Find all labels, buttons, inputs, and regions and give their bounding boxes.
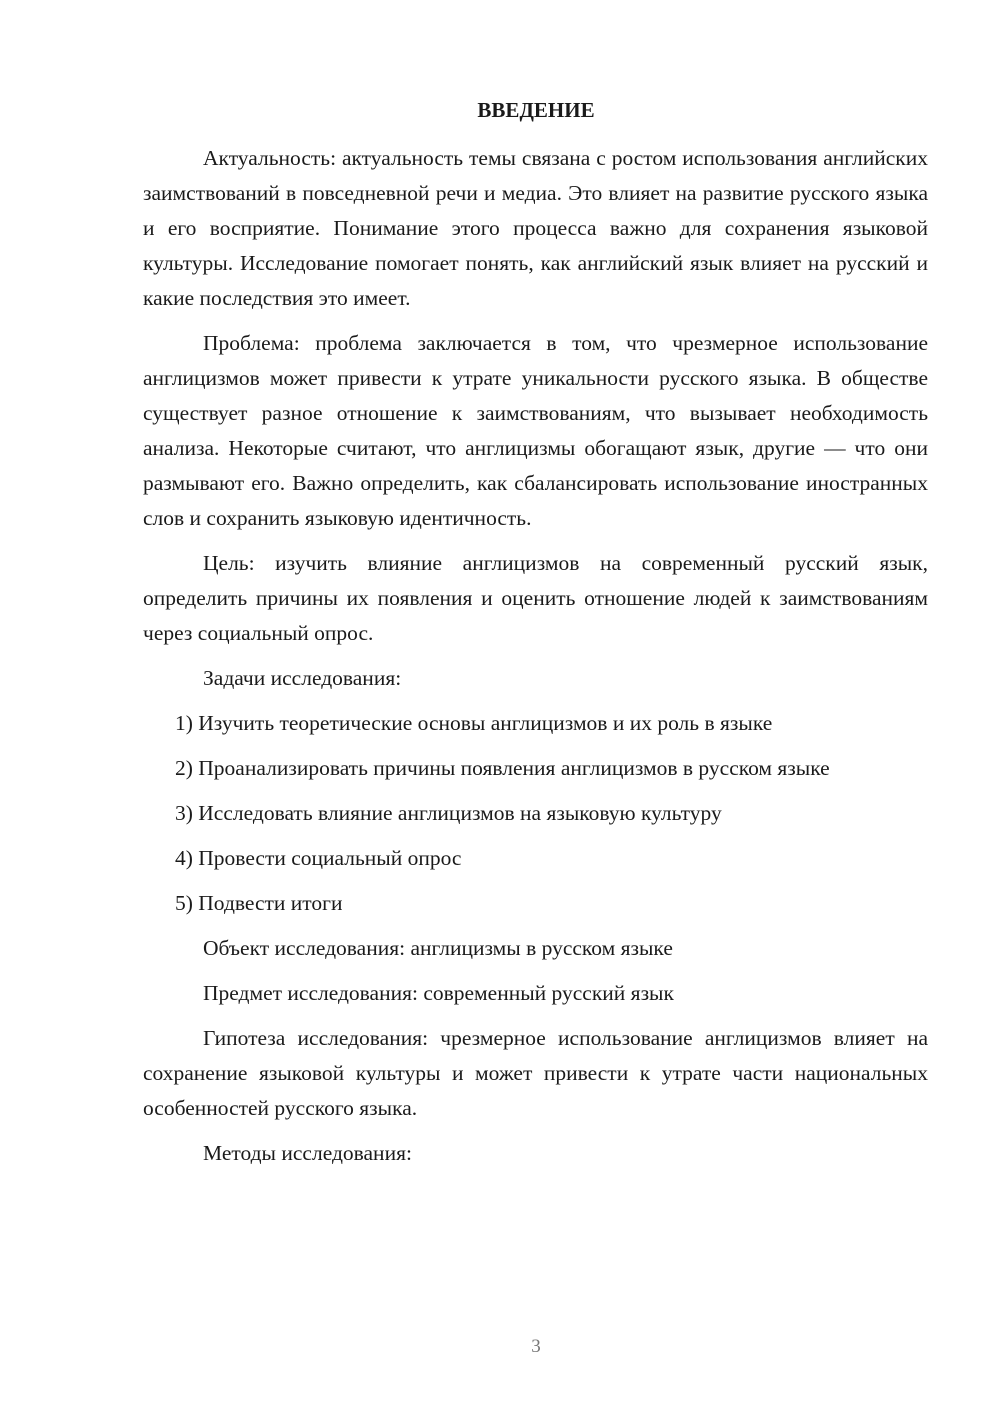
paragraph-goal: Цель: изучить влияние англицизмов на современный русский язык, определить причины их появления и оценить отношение людей к заимствованиям через социальный опрос. [143,551,928,645]
task-item-2: 2) Проанализировать причины появления англицизмов в русском языке [175,756,830,780]
page-number: 3 [531,1336,541,1357]
task-item-4: 4) Провести социальный опрос [175,846,462,870]
paragraph-subject: Предмет исследования: современный русский язык [203,981,674,1005]
section-title: ВВЕДЕНИЕ [477,98,595,122]
document-body [143,141,928,1171]
task-item-3: 3) Исследовать влияние англицизмов на языковую культуру [175,801,722,825]
paragraph-object: Объект исследования: англицизмы в русском языке [203,936,673,960]
paragraph-hypothesis: Гипотеза исследования: чрезмерное использование англицизмов влияет на сохранение языковой культуры и может привести к утрате части национальных особенностей русского языка. [143,1026,928,1120]
paragraph-methods-heading: Методы исследования: [203,1141,412,1165]
paragraph-tasks-heading: Задачи исследования: [203,666,402,690]
paragraph-relevance: Актуальность: актуальность темы связана с ростом использования английских заимствований в повседневной речи и медиа. Это влияет на развитие русского языка и его восприятие. Понимание этого процесса важно для сохранения языковой культуры. Исследование помогает понять, как английский язык влияет на русский и какие последствия это имеет. [143,146,928,310]
task-item-5: 5) Подвести итоги [175,891,343,915]
paragraph-problem: Проблема: проблема заключается в том, что чрезмерное использование англицизмов может привести к утрате уникальности русского языка. В обществе существует разное отношение к заимствованиям, что вызывает необходимость анализа. Некоторые считают, что англицизмы обогащают язык, другие — что они размывают его. Важно определить, как сбалансировать использование иностранных слов и сохранить языковую идентичность. [143,331,928,530]
task-item-1: 1) Изучить теоретические основы англицизмов и их роль в языке [175,711,773,735]
